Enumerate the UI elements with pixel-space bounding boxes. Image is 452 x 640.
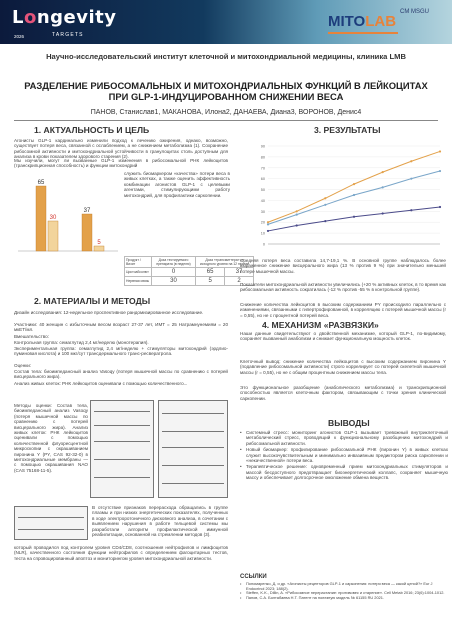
data-point: [324, 220, 326, 222]
section-2-p3: Вмешательство:: [14, 334, 50, 339]
references-heading: ССЫЛКИ: [240, 574, 267, 580]
series-line: [268, 207, 440, 231]
bar-data-label: 30: [49, 215, 57, 221]
data-point: [382, 212, 384, 214]
cm-logo: CM MSGU: [400, 9, 429, 15]
data-point: [267, 221, 269, 223]
table-cell: 30: [151, 277, 195, 286]
data-point: [296, 224, 298, 226]
list-item: • Системный стресс: мониторинг агонистов GLP-1 вызывает тревожный внутриклеточный метаболический стресс, проводящий к функциональному разобщению митохондрий и рибосомальной активности.: [240, 430, 448, 446]
section-3-p1: Средняя потеря веса составила 14,7-19,1 %. В основной группе наблюдалось более выраженное снижение висцерального жира (13 % против 9 %) при значительно меньшей потере мышечной массы.: [240, 258, 446, 274]
longevity-logo: [12, 7, 117, 28]
gel-band: [18, 517, 84, 518]
section-2-p4: Контрольная группа: семаглутид 2,4 мг/неделю (монотерапия).: [14, 340, 149, 345]
section-2-p5: Экспериментальная группа: семаглутид 2,4 мг/неделю + стимуляторы митохондрий (эрдлио-пуминовая кислота) и 100 мкг/сут трансдермального транс-ресвератрола.: [14, 346, 228, 357]
y-tick-label: 60: [260, 177, 265, 182]
gel-band: [162, 431, 224, 432]
section-4-p2: Клеточный вывод: снижение количества лейкоцитов с высоким содержанием пиронина Y (подавление рибосомальной активности) строго коррелирует со потерей скелетной мышечной массы (r = 0,55), но не с общим процентным снижением массы тела.: [240, 359, 446, 375]
gel-band: [94, 459, 150, 460]
table-header-row: [125, 257, 254, 268]
authors: ПАНОВ, Станислав1, МАКАНОВА, Илона2, ДАНАЕВА, Диана3, ВОРОНОВ, Денис4: [90, 109, 362, 116]
logo-l-pre: L: [12, 7, 24, 28]
section-1-p1: Агонисты GLP-1 кардинально изменили подход к лечению ожирения, однако, возможно, существует потеря веса, связанной с ослаблением, а не снижением метаболизма (1). Сохранение рибосомной активности и митохондриальной устойчивости в гранулоцитах столь доступным для анализа в крови показателем здорового старения (2).: [14, 138, 228, 160]
data-point: [296, 214, 298, 216]
gel-band: [162, 447, 224, 448]
data-point: [296, 210, 298, 212]
mitolab-main: MITO: [328, 13, 366, 30]
data-point: [439, 170, 441, 172]
gel-band: [94, 411, 150, 412]
institute-name: Научно-исследовательский институт клеточной и митохондриальной медицины, клиника LMB: [46, 52, 406, 61]
reference-item: • Steffen, K.K., Dillin, A. «Рибосомное перерастание: противовес и старение». Cell Metab 2016; 23(6):1004-1012.: [240, 591, 448, 596]
mitolab-underline: [328, 32, 398, 34]
logo-l-year: 2026: [14, 34, 25, 39]
line-chart: [244, 136, 446, 256]
section-1-p3: служить биомаркером «качества» потери веса в живых клетках, а также оценить эффективность комбинации агонистов GLP-1 с целевыми агентами, стимулирующими работу митохондрий, для профилактики саркопении.: [124, 171, 230, 198]
references-list: [240, 582, 448, 600]
table-cell: 65: [196, 268, 225, 277]
section-2-p6: Оценки:: [14, 363, 32, 368]
data-point: [410, 178, 412, 180]
y-tick-label: 80: [260, 155, 265, 160]
gel-image-1: [90, 400, 154, 498]
list-item: • Терапевтическое решение: одновременный прием митохондриальных стимуляторов и массой бесдоступного предотвращает биоэнергетический коллапс, сохраняет мышечную массу и обеспечивает долгосрочное омоложение обмена веществ.: [240, 464, 448, 480]
section-4-p3: Это функциональное разобщение (анаболического метаболизма) и транскрипционной способностью является клеточным фактором, связывающим с точки зрения клинической саркопении.: [240, 385, 446, 401]
logo-l-sub: TARGETS: [52, 32, 84, 38]
section-2-p1: Дизайн исследования: 12-недельное проспективное рандомизированное исследование.: [14, 310, 204, 315]
y-tick-label: 70: [260, 166, 265, 171]
section-2-p8: Анализ живых клеток: РНК лейкоцитов оценивали с помощью количественного...: [14, 381, 188, 386]
gel-band: [162, 483, 224, 484]
section-3-heading: 3. РЕЗУЛЬТАТЫ: [314, 125, 381, 135]
data-point: [439, 206, 441, 208]
y-tick-label: 0: [262, 242, 265, 247]
table-cell: Цистоабсолют: [125, 268, 152, 277]
conclusions-list: [240, 430, 448, 482]
mitolab-accent: LAB: [365, 13, 397, 30]
table-cell: Нервная связь: [125, 277, 152, 286]
gel-image-3: [14, 506, 88, 540]
bar-data-label: 37: [83, 208, 91, 214]
data-point: [439, 150, 441, 152]
bar-chart: [14, 171, 122, 295]
header-banner: [0, 0, 452, 44]
divider: [14, 120, 438, 121]
table-cell: 5: [196, 277, 225, 286]
data-point: [324, 197, 326, 199]
gel-image-2: [158, 400, 228, 498]
section-3-p3: Снижение количества лейкоцитов в высоким содержанием PY происходило параллельно с изменениями, связанными с гипертрофированной, в корреляцию с потерей мышечной массы (r = 0,55), но не с процентной потерей веса.: [240, 302, 446, 318]
mitolab-logo: [328, 13, 396, 30]
gel-band: [94, 425, 150, 426]
data-point: [410, 209, 412, 211]
section-2-heading: 2. МАТЕРИАЛЫ И МЕТОДЫ: [34, 296, 151, 306]
list-item: • Новый биомаркер: профилирование рибосомальной РНК (пиронин Y) в живых клетках служит высокочувствительным и минимально инвазивным предиктором риска саркопении и «некачественной» потери веса.: [240, 447, 448, 463]
bar: [48, 221, 58, 251]
data-point: [382, 186, 384, 188]
section-1-p2: Мы изучили, могут ли вызванные GLP-1 изменения в рибосомальной РНК лейкоцитов (транскрипционная способность) и функции митохондрий: [14, 158, 228, 169]
y-tick-label: 10: [260, 231, 265, 236]
y-tick-label: 50: [260, 188, 265, 193]
data-point: [382, 171, 384, 173]
reference-item: • Панов, С.А. Болтабаева Н.Т. Патент на полезную модель № 61155 RU 2021.: [240, 596, 448, 601]
table-cell: 0: [151, 268, 195, 277]
bar-data-label: 5: [97, 240, 101, 246]
y-tick-label: 30: [260, 209, 265, 214]
data-point: [324, 204, 326, 206]
gel-band: [18, 529, 84, 530]
data-point: [353, 183, 355, 185]
y-tick-label: 40: [260, 198, 265, 203]
data-point: [267, 230, 269, 232]
data-point: [353, 216, 355, 218]
gel-band: [162, 465, 224, 466]
table-cell: 2: [225, 277, 254, 286]
data-point: [267, 223, 269, 225]
section-2-p10: В отсутствие признаков перерасхода обращались в группе плазмы и при низких энергетических показателях, полученных в ходе электроротоничного дисковного анализа, в сочетании с выявлением нарушения в работе тельцевой системы мы разработали алгоритм профилактической иммунной реабилитации, основанной на стремлении методов (3).: [92, 505, 228, 538]
table-row: [125, 268, 254, 277]
gel-band: [94, 441, 150, 442]
table-col-2: Доза тестируемого препарата (в неделю): [151, 257, 195, 268]
poster-title: РАЗДЕЛЕНИЕ РИБОСОМАЛЬНЫХ И МИТОХОНДРИАЛЬНЫХ ФУНКЦИЙ В ЛЕЙКОЦИТАХ ПРИ GLP-1-ИНДУЦИРОВАННОМ СНИЖЕНИИ ВЕСА: [24, 80, 428, 102]
bar: [82, 214, 92, 251]
table-col-1: Продукт / Визит: [125, 257, 152, 268]
table-row: [125, 277, 254, 286]
section-4-heading: 4. МЕХАНИЗМ «РАЗВЯЗКИ»: [262, 320, 379, 330]
section-1-heading: 1. АКТУАЛЬНОСТЬ И ЦЕЛЬ: [34, 125, 150, 135]
section-4-p1: Наши данные свидетельствуют о двойственной механизме, который GLP-1, по-видимому, сохраняет вызванный анаболизм и снижает функциональную мощность клеток.: [240, 331, 446, 342]
table-col-3: Доза «трансмиттера» от исходного уровня на 12 неделе: [196, 257, 254, 268]
section-5-heading: ВЫВОДЫ: [328, 418, 370, 428]
section-3-p2: Показатели митохондриальной активности увеличились (+20 % активных клеток, в то время как рибосомальная активность сократилась (-12 % против -55 % в контрольной группе).: [240, 282, 446, 293]
data-point: [410, 160, 412, 162]
y-tick-label: 90: [260, 144, 265, 149]
bar: [94, 246, 104, 251]
logo-l-post: ngevity: [36, 7, 117, 28]
section-2-p2: Участники: 40 женщин с избыточным весом возраст 27-37 лет, ИМТ = 25 Натрамнунемиям = 20 мкЕТ/мл.: [14, 322, 228, 333]
data-point: [353, 194, 355, 196]
section-2-p11: который проводился под контролем уровня CD4/CD8, соотношения нейтрофилов и лимфоцитов (NLR), качественного состояния функции нейтрофилов с определением фагоцитарных тестов, теста на спровоцированный апоптоз и мониторингом уровня митохондриальной активности.: [14, 545, 228, 561]
bar-data-label: 65: [37, 180, 45, 186]
gel-band: [162, 413, 224, 414]
y-tick-label: 20: [260, 220, 265, 225]
reference-item: • Пономаренко, Д. и др. «Агонисты рецепторов GLP-1 и саркопения: потеря веса — какой ценой?» Eur J Endocrinol 2023; 188(2).: [240, 582, 448, 591]
data-table: [124, 256, 254, 286]
logo-l-o: o: [23, 7, 37, 28]
section-2-p7: Состав тела: биоимпедансный анализ Vasoqy (потеря мышечной массы по сравнению с потерей висцерального жира).: [14, 369, 228, 380]
section-2-p9: Методы оценки: Состав тела, биоимпедансный анализ Vasoqy (потеря мышечной массы по сравнению с потерей висцерального жира). Анализ живых клеток: РНК лейкоцитов оценивали с помощью количественной флуоресцентной микроскопии с окрашиванием пиронина Y (PY, CAS 92-32-0) в митохондриальные мембраны — с помощью окрашивания NAO (CAS 75168-11-5).: [14, 403, 88, 473]
series-line: [268, 151, 440, 222]
table-cell: 37: [225, 268, 254, 277]
bar: [36, 186, 46, 251]
gel-band: [94, 477, 150, 478]
